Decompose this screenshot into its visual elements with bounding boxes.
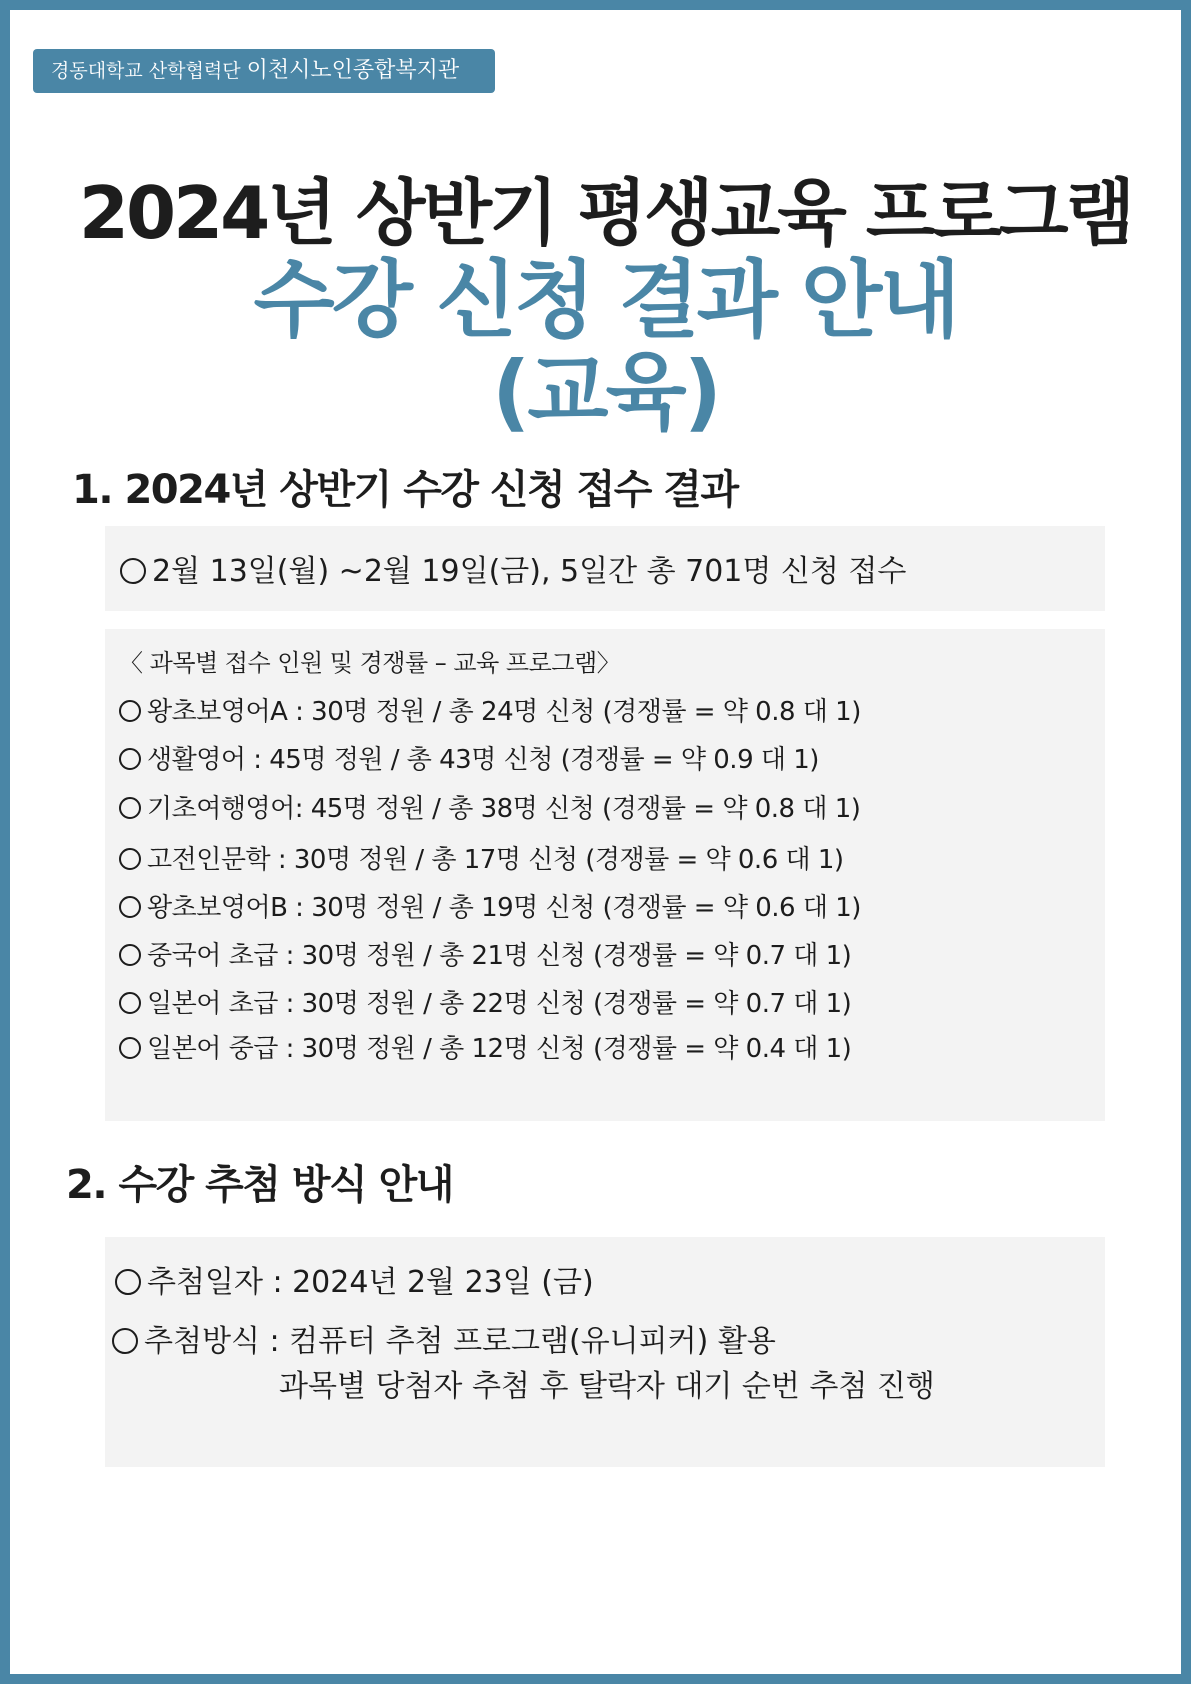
course-item-text: 고전인문학 : 30명 정원 / 총 17명 신청 (경쟁률 = 약 0.6 대 1): [147, 845, 844, 875]
course-item-text: 왕초보영어B : 30명 정원 / 총 19명 신청 (경쟁률 = 약 0.6 대 1): [147, 893, 861, 923]
lottery-panel: [105, 1237, 1105, 1467]
course-item: [119, 887, 861, 924]
lottery-date-line: [115, 1257, 594, 1301]
page-subtitle-category: (교육): [491, 343, 720, 441]
summary-text: 2월 13일(월) ~2월 19일(금), 5일간 총 701명 신청 접수: [152, 554, 907, 589]
circle-bullet-icon: [119, 700, 141, 722]
course-item: [119, 935, 851, 972]
course-item-text: 생활영어 : 45명 정원 / 총 43명 신청 (경쟁률 = 약 0.9 대 1): [147, 745, 819, 775]
course-item-text: 일본어 초급 : 30명 정원 / 총 22명 신청 (경쟁률 = 약 0.7 대 1): [147, 989, 852, 1019]
course-table-title: 〈 과목별 접수 인원 및 경쟁률 – 교육 프로그램〉: [119, 649, 621, 677]
circle-bullet-icon: [119, 1037, 141, 1059]
course-item-text: 기초여행영어: 45명 정원 / 총 38명 신청 (경쟁률 = 약 0.8 대 1): [147, 794, 861, 824]
course-item: [119, 739, 819, 776]
course-item: [119, 788, 860, 825]
summary-line: [120, 546, 906, 590]
course-item: [119, 839, 844, 876]
course-item: [119, 691, 861, 728]
circle-bullet-icon: [119, 748, 141, 770]
lottery-method-line: [112, 1316, 776, 1360]
organization-prefix: 경동대학교 산학협력단: [51, 60, 241, 82]
lottery-method-detail: 과목별 당첨자 추첨 후 탈락자 대기 순번 추첨 진행: [279, 1369, 935, 1404]
circle-bullet-icon: [112, 1328, 138, 1354]
course-item: [119, 1028, 851, 1065]
section2-heading: 2. 수강 추첨 방식 안내: [66, 1162, 453, 1208]
circle-bullet-icon: [119, 944, 141, 966]
page-title: 2024년 상반기 평생교육 프로그램: [78, 171, 1133, 255]
page-subtitle: 수강 신청 결과 안내: [253, 251, 958, 349]
summary-panel: [105, 526, 1105, 611]
course-panel: [105, 629, 1105, 1121]
course-item-text: 중국어 초급 : 30명 정원 / 총 21명 신청 (경쟁률 = 약 0.7 대 1): [147, 941, 852, 971]
organization-badge: [33, 49, 495, 93]
circle-bullet-icon: [119, 848, 141, 870]
circle-bullet-icon: [119, 992, 141, 1014]
course-item-text: 왕초보영어A : 30명 정원 / 총 24명 신청 (경쟁률 = 약 0.8 대 1): [147, 697, 861, 727]
course-item: [119, 983, 851, 1020]
circle-bullet-icon: [119, 797, 141, 819]
circle-bullet-icon: [120, 558, 146, 584]
circle-bullet-icon: [115, 1269, 141, 1295]
lottery-method-text: 추첨방식 : 컴퓨터 추첨 프로그램(유니피커) 활용: [144, 1324, 776, 1359]
organization-name: 이천시노인종합복지관: [246, 58, 460, 83]
section1-heading: 1. 2024년 상반기 수강 신청 접수 결과: [72, 467, 738, 513]
lottery-date-text: 추첨일자 : 2024년 2월 23일 (금): [147, 1265, 594, 1300]
circle-bullet-icon: [119, 896, 141, 918]
course-item-text: 일본어 중급 : 30명 정원 / 총 12명 신청 (경쟁률 = 약 0.4 대 1): [147, 1034, 852, 1064]
